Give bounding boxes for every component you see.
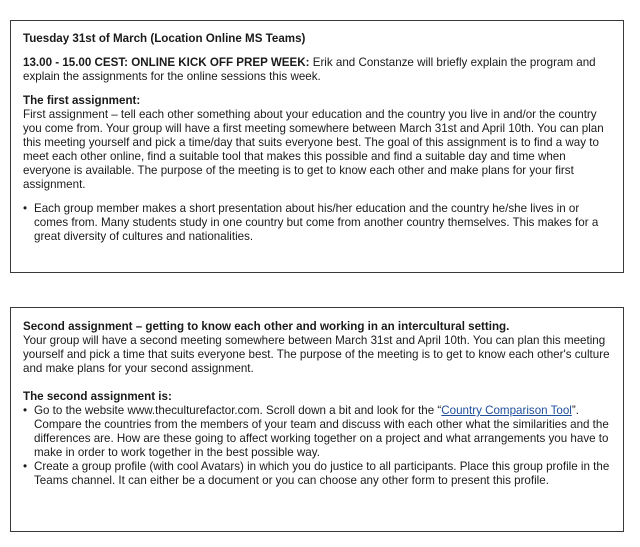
list-item [23, 404, 611, 460]
first-assignment-heading: The first assignment: [23, 94, 141, 107]
kickoff-text: Erik and Constanze will briefly explain the program and explain the assignments for the online sessions this week. [23, 56, 596, 83]
list-item: • Each group member makes a short presentation about his/her education and the country he/she lives in or comes from. Many students study in one country but come from another country themselves. This makes for a great diversity of cultures and nationalities. [23, 202, 611, 244]
second-assignment-list [23, 404, 611, 488]
bullet-text: ”. Compare the countries from the members of your team and discuss with each other what the similarities and the differences are. How are these going to affect working together on a project and what arrangements you have to make in order to work together in the best possible way. [34, 404, 609, 459]
first-assignment-text: First assignment – tell each other something about your education and the country you live in and/or the country you come from. Your group will have a first meeting somewhere between March 31st and April 10th. You can plan this meeting yourself and pick a time/day that suits everyone best. The goal of this assignment is to find a way to meet each other online, find a suitable tool that makes this possible and find a suitable day and time when everyone is available. The purpose of the meeting is to get to know each other and make plans for your first assignment. [23, 108, 604, 191]
kickoff-label: 13.00 - 15.00 CEST: ONLINE KICK OFF PREP WEEK: [23, 56, 310, 69]
second-assignment-box [10, 307, 624, 532]
bullet-text: Go to the website www.theculturefactor.com. Scroll down a bit and look for the “ [34, 404, 442, 417]
second-assignment-subheading: The second assignment is: [23, 390, 172, 403]
list-item: • Create a group profile (with cool Avatars) in which you do justice to all participants. Place this group profile in the Teams channel. It can either be a document or you can choose any other form to present this profile. [23, 460, 611, 488]
second-assignment-heading: Second assignment – getting to know each other and working in an intercultural setting. [23, 320, 510, 333]
session-box [10, 20, 624, 273]
second-assignment-intro: Your group will have a second meeting somewhere between March 31st and April 10th. You can plan this meeting yourself and pick a time that suits everyone best. The purpose of the meeting is to get to know each other's culture and make plans for your second assignment. [23, 334, 610, 375]
country-comparison-tool-link[interactable]: Country Comparison Tool [441, 404, 572, 417]
date-heading: Tuesday 31st of March (Location Online MS Teams) [23, 32, 306, 45]
first-assignment-list [23, 202, 611, 244]
kickoff-paragraph [23, 56, 611, 84]
